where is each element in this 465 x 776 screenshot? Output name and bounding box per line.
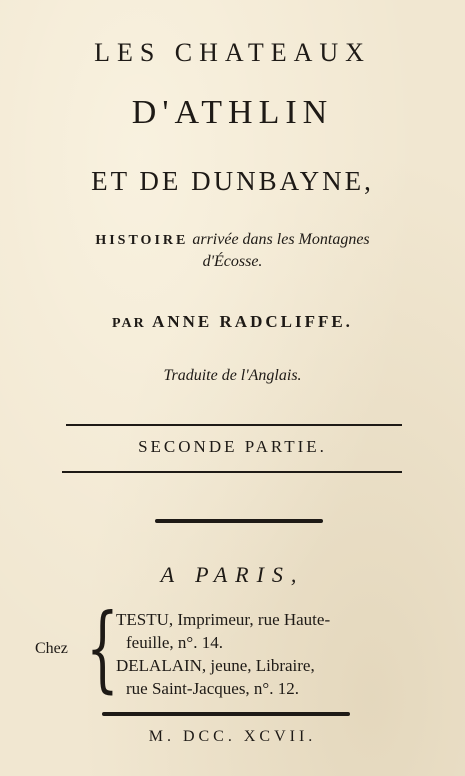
place-of-publication: A PARIS, [160, 562, 305, 587]
subtitle-lead: HISTOIRE [95, 233, 189, 248]
part-label: SECONDE PARTIE. [138, 437, 327, 456]
brace-icon: { [86, 594, 119, 703]
title-line-3: ET DE DUNBAYNE, [91, 166, 374, 196]
author-par: PAR [112, 316, 146, 331]
imprint-line-4: rue Saint-Jacques, n°. 12. [126, 679, 299, 698]
title-line-2: D'ATHLIN [131, 94, 334, 131]
imprint-block [0, 594, 465, 704]
imprint-line-3: DELALAIN, jeune, Libraire, [116, 656, 315, 675]
publication-date: M. DCC. XCVII. [148, 728, 317, 745]
ornament-rule [155, 519, 323, 523]
subtitle-line-1 [0, 231, 465, 249]
imprint-line-2: feuille, n°. 14. [126, 633, 223, 652]
rule-above-part [66, 424, 402, 426]
title-line-1: LES CHATEAUX [94, 38, 371, 67]
subtitle-line-2: d'Écosse. [202, 253, 263, 270]
imprint-line-1: TESTU, Imprimeur, rue Haute- [116, 610, 331, 629]
subtitle-rest: arrivée dans les Montagnes [188, 231, 370, 248]
author-line [0, 312, 465, 332]
imprint-chez: Chez [35, 640, 68, 657]
translation-note: Traduite de l'Anglais. [163, 367, 302, 384]
rule-below-part [62, 471, 402, 473]
rule-above-date [102, 712, 350, 716]
author-name: ANNE RADCLIFFE. [145, 312, 353, 331]
